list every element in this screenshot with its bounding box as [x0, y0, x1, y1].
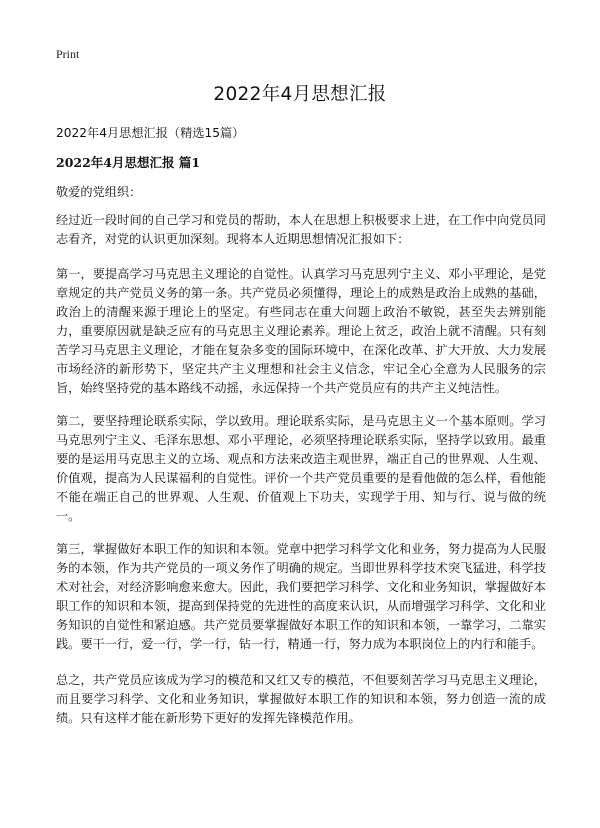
paragraph-intro: 经过近一段时间的自己学习和党员的帮助，本人在思想上积极要求上进，在工作中向党员同志看齐，对党的认识更加深刻。现将本人近期思想情况汇报如下： [56, 213, 546, 246]
print-link[interactable]: Print [56, 47, 80, 61]
paragraph-second: 第二，要坚持理论联系实际，学以致用。理论联系实际，是马克思主义一个基本原则。学习马克思列宁主义、毛泽东思想、邓小平理论，必须坚持理论联系实际，坚持学以致用。最重要的是运用马克思主义的立场、观点和方法来改造主观世界，端正自己的世界观、人生观、价值观，提高为人民谋福利的自觉性。评价一个共产党员重要的是看他做的怎么样，看他能不能在端正自己的世界观、人生观、价值观上下功夫，实现学于用、知与行、说与做的统一。 [56, 414, 546, 523]
section-heading: 2022年4月思想汇报 篇1 [56, 155, 201, 170]
paragraph-first: 第一，要提高学习马克思主义理论的自觉性。认真学习马克思列宁主义、邓小平理论，是党章规定的共产党员义务的第一条。共产党员必须懂得，理论上的成熟是政治上成熟的基础，政治上的清醒来源于理论上的坚定。有些同志在重大问题上政治不敏锐，甚至失去辨别能力，重要原因就是缺乏应有的马克思主义理论素养。理论上贫乏，政治上就不清醒。只有刻苦学习马克思主义理论，才能在复杂多变的国际环境中，在深化改革、扩大开放、大力发展市场经济的新形势下，坚定共产主义理想和社会主义信念，牢记全心全意为人民服务的宗旨，始终坚持党的基本路线不动摇，永远保持一个共产党员应有的共产主义纯洁性。 [56, 267, 546, 395]
document-subtitle: 2022年4月思想汇报（精选15篇） [56, 126, 245, 140]
document-title: 2022年4月思想汇报 [213, 84, 387, 105]
greeting: 敬爱的党组织： [56, 185, 142, 199]
paragraph-conclusion: 总之，共产党员应该成为学习的模范和又红又专的模范，不但要刻苦学习马克思主义理论，而且要学习科学、文化和业务知识，掌握做好本职工作的知识和本领，努力创造一流的成绩。只有这样才能在新形势下更好的发挥先锋模范作用。 [56, 673, 546, 725]
paragraph-third: 第三，掌握做好本职工作的知识和本领。党章中把学习科学文化和业务，努力提高为人民服务的本领，作为共产党员的一项义务作了明确的规定。当即世界科学技术突飞猛进，科学技术对社会，对经济影响愈来愈大。因此，我们要把学习科学、文化和业务知识，掌握做好本职工作的知识和本领，提高到保持党的先进性的高度来认识，从而增强学习科学、文化和业务知识的自觉性和紧迫感。共产党员要掌握做好本职工作的知识和本领，一靠学习，二靠实践。要干一行，爱一行，学一行，钻一行，精通一行，努力成为本职岗位上的内行和能手。 [56, 542, 546, 651]
